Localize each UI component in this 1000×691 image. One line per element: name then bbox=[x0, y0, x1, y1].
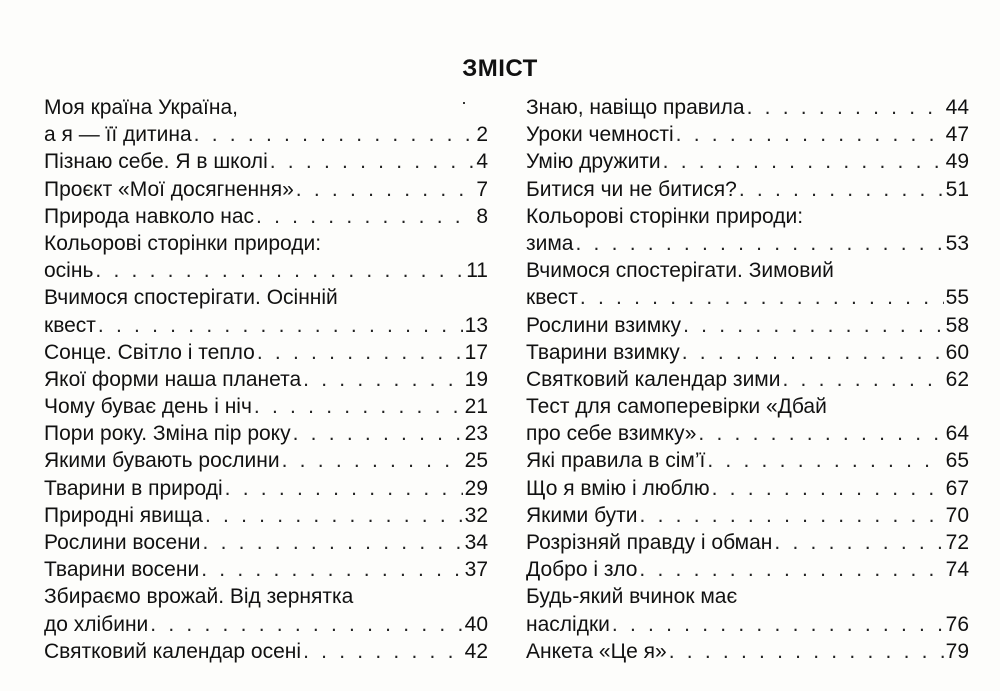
dot-leader bbox=[669, 638, 944, 665]
page-title: ЗМІСТ bbox=[462, 55, 538, 82]
dot-leader bbox=[782, 366, 943, 393]
toc-entry bbox=[526, 203, 969, 257]
toc-entry-title-line: Вчимося спостерігати. Зимовий bbox=[526, 259, 834, 283]
toc-entry bbox=[526, 529, 969, 556]
dot-leader bbox=[707, 447, 943, 474]
toc-entry bbox=[44, 94, 488, 148]
stray-dot: · bbox=[461, 92, 467, 112]
dot-leader bbox=[203, 529, 463, 556]
dot-leader bbox=[282, 447, 463, 474]
toc-entry bbox=[44, 284, 488, 338]
toc-page-number: 29 bbox=[464, 476, 488, 500]
dot-leader bbox=[256, 203, 474, 230]
dot-leader bbox=[254, 393, 463, 420]
dot-leader bbox=[698, 420, 943, 447]
toc-entry bbox=[44, 393, 488, 420]
toc-entry-title: квест bbox=[526, 286, 578, 310]
toc-page-number: 2 bbox=[476, 123, 488, 147]
dot-leader bbox=[683, 312, 944, 339]
toc-page-number: 32 bbox=[464, 503, 488, 527]
dot-leader bbox=[712, 475, 944, 502]
toc-entry-title: Природні явища bbox=[44, 503, 203, 527]
toc-page-number: 64 bbox=[945, 422, 969, 446]
toc-page-number: 4 bbox=[476, 150, 488, 174]
toc-page-number: 11 bbox=[466, 259, 488, 283]
toc-page-number: 60 bbox=[945, 340, 969, 364]
toc-page-number: 17 bbox=[464, 340, 488, 364]
toc-entry-title: Чому буває день і ніч bbox=[44, 395, 252, 419]
dot-leader bbox=[194, 121, 475, 148]
toc-entry bbox=[44, 638, 488, 665]
toc-entry bbox=[44, 502, 488, 529]
toc-column-right bbox=[526, 94, 969, 665]
dot-leader bbox=[303, 366, 462, 393]
toc-entry bbox=[526, 148, 969, 175]
toc-entry-title: а я — її дитина bbox=[44, 123, 192, 147]
dot-leader bbox=[612, 611, 944, 638]
toc-entry bbox=[526, 583, 969, 637]
toc-entry-title: Що я вмію і люблю bbox=[526, 476, 710, 500]
toc-entry-title-line: Збираємо врожай. Від зернятка bbox=[44, 585, 354, 609]
toc-entry bbox=[44, 203, 488, 230]
toc-page-number: 7 bbox=[476, 177, 488, 201]
toc-page-number: 44 bbox=[945, 96, 969, 119]
toc-entry bbox=[526, 393, 969, 447]
toc-page-number: 37 bbox=[464, 558, 488, 582]
toc-entry bbox=[526, 312, 969, 339]
dot-leader bbox=[580, 284, 944, 311]
toc-entry bbox=[44, 475, 488, 502]
dot-leader bbox=[225, 475, 463, 502]
toc-page-number: 72 bbox=[945, 531, 969, 554]
dot-leader bbox=[303, 638, 463, 665]
toc-page-number: 62 bbox=[945, 367, 969, 391]
toc-page-number: 74 bbox=[945, 558, 969, 582]
toc-entry-title: осінь bbox=[44, 259, 94, 283]
toc-entry bbox=[526, 121, 969, 148]
toc-page-number: 53 bbox=[945, 231, 969, 255]
dot-leader bbox=[663, 148, 944, 175]
toc-entry bbox=[526, 339, 969, 366]
dot-leader bbox=[296, 176, 475, 203]
dot-leader bbox=[95, 257, 464, 284]
toc-entry-title: Уроки чемності bbox=[526, 123, 674, 147]
toc-entry bbox=[44, 230, 488, 284]
toc-page-number: 34 bbox=[464, 531, 488, 554]
toc-entry-title: Сонце. Світло і тепло bbox=[44, 340, 255, 364]
toc-page-number: 40 bbox=[464, 612, 488, 636]
dot-leader bbox=[739, 176, 944, 203]
toc-entry bbox=[526, 447, 969, 474]
toc-entry-title: Тварини восени bbox=[44, 558, 200, 582]
toc-entry-title: Тварини взимку bbox=[526, 340, 680, 364]
toc-entry-title-line: Моя країна Україна, bbox=[44, 96, 238, 119]
dot-leader bbox=[205, 502, 463, 529]
toc-entry bbox=[526, 366, 969, 393]
toc-entry-title: Якої форми наша планета bbox=[44, 367, 302, 391]
dot-leader bbox=[270, 148, 475, 175]
toc-entry bbox=[526, 502, 969, 529]
toc-entry-title: Святковий календар осені bbox=[44, 639, 302, 663]
toc-entry bbox=[526, 257, 969, 311]
toc-entry-title: Святковий календар зими bbox=[526, 367, 781, 391]
toc-entry-title: Знаю, навіщо правила bbox=[526, 96, 745, 119]
toc-page-number: 49 bbox=[945, 150, 969, 174]
toc-page-number: 47 bbox=[945, 123, 969, 147]
toc-entry-title: Тварини в природі bbox=[44, 476, 223, 500]
toc-entry-title: Розрізняй правду і обман bbox=[526, 531, 773, 554]
toc-page-number: 8 bbox=[476, 204, 488, 228]
toc-entry-title-line: Вчимося спостерігати. Осінній bbox=[44, 286, 338, 310]
toc-entry bbox=[44, 556, 488, 583]
dot-leader bbox=[98, 312, 463, 339]
toc-entry-title: Пори року. Зміна пір року bbox=[44, 422, 291, 446]
toc-entry bbox=[526, 638, 969, 665]
dot-leader bbox=[575, 230, 943, 257]
toc-entry-title: Якими бути bbox=[526, 503, 638, 527]
toc-page-number: 23 bbox=[464, 422, 488, 446]
dot-leader bbox=[201, 556, 462, 583]
toc-entry bbox=[526, 556, 969, 583]
dot-leader bbox=[640, 502, 944, 529]
toc-page-number: 25 bbox=[464, 449, 488, 473]
dot-leader bbox=[257, 339, 463, 366]
toc-page-number: 76 bbox=[945, 612, 969, 636]
toc-entry-title-line: Кольорові сторінки природи: bbox=[44, 231, 322, 255]
toc-entry bbox=[44, 366, 488, 393]
toc-page-number: 70 bbox=[945, 503, 969, 527]
toc-entry-title: Битися чи не битися? bbox=[526, 177, 737, 201]
toc-entry-title: до хлібини bbox=[44, 612, 149, 636]
toc-entry bbox=[44, 529, 488, 556]
toc-entry-title: Добро і зло bbox=[526, 558, 638, 582]
toc-page-number: 13 bbox=[464, 313, 488, 337]
toc-page-number: 67 bbox=[945, 476, 969, 500]
dot-leader bbox=[774, 529, 943, 556]
toc-entry-title: зима bbox=[526, 231, 574, 255]
toc-column-left bbox=[44, 94, 488, 665]
dot-leader bbox=[150, 611, 462, 638]
toc-page-number: 79 bbox=[945, 639, 969, 663]
dot-leader bbox=[293, 420, 463, 447]
toc-page-number: 55 bbox=[945, 286, 969, 310]
toc-entry bbox=[44, 176, 488, 203]
toc-entry bbox=[44, 447, 488, 474]
toc-entry bbox=[526, 176, 969, 203]
toc-page-number: 65 bbox=[945, 449, 969, 473]
toc-entry-title: квест bbox=[44, 313, 96, 337]
dot-leader bbox=[676, 121, 944, 148]
toc-entry-title: Пізнаю себе. Я в школі bbox=[44, 150, 268, 174]
toc-page-number: 42 bbox=[464, 639, 488, 663]
toc-entry bbox=[44, 148, 488, 175]
toc-entry bbox=[44, 420, 488, 447]
dot-leader bbox=[639, 556, 943, 583]
toc-entry-title: Проєкт «Мої досягнення» bbox=[44, 177, 294, 201]
toc-entry-title: Анкета «Це я» bbox=[526, 639, 667, 663]
dot-leader bbox=[747, 94, 944, 121]
toc-entry-title: про себе взимку» bbox=[526, 422, 697, 446]
toc-entry-title: Які правила в сім’ї bbox=[526, 449, 706, 473]
toc-entry-title: Якими бувають рослини bbox=[44, 449, 280, 473]
toc-page-number: 19 bbox=[464, 367, 488, 391]
toc-page-number: 58 bbox=[945, 313, 969, 337]
toc-entry-title: Рослини взимку bbox=[526, 313, 682, 337]
toc-entry bbox=[44, 583, 488, 637]
toc-entry-title-line: Будь-який вчинок має bbox=[526, 585, 738, 609]
toc-entry-title: Умію дружити bbox=[526, 150, 661, 174]
toc-page-number: 51 bbox=[945, 177, 969, 201]
toc-entry-title: наслідки bbox=[526, 612, 610, 636]
toc-entry bbox=[44, 339, 488, 366]
toc-entry-title: Природа навколо нас bbox=[44, 204, 255, 228]
toc-entry-title: Рослини восени bbox=[44, 531, 201, 554]
toc-page-number: 21 bbox=[464, 395, 488, 419]
dot-leader bbox=[682, 339, 944, 366]
toc-entry bbox=[526, 475, 969, 502]
toc-entry-title-line: Тест для самоперевірки «Дбай bbox=[526, 395, 827, 419]
toc-entry-title-line: Кольорові сторінки природи: bbox=[526, 204, 804, 228]
toc-entry bbox=[526, 94, 969, 121]
